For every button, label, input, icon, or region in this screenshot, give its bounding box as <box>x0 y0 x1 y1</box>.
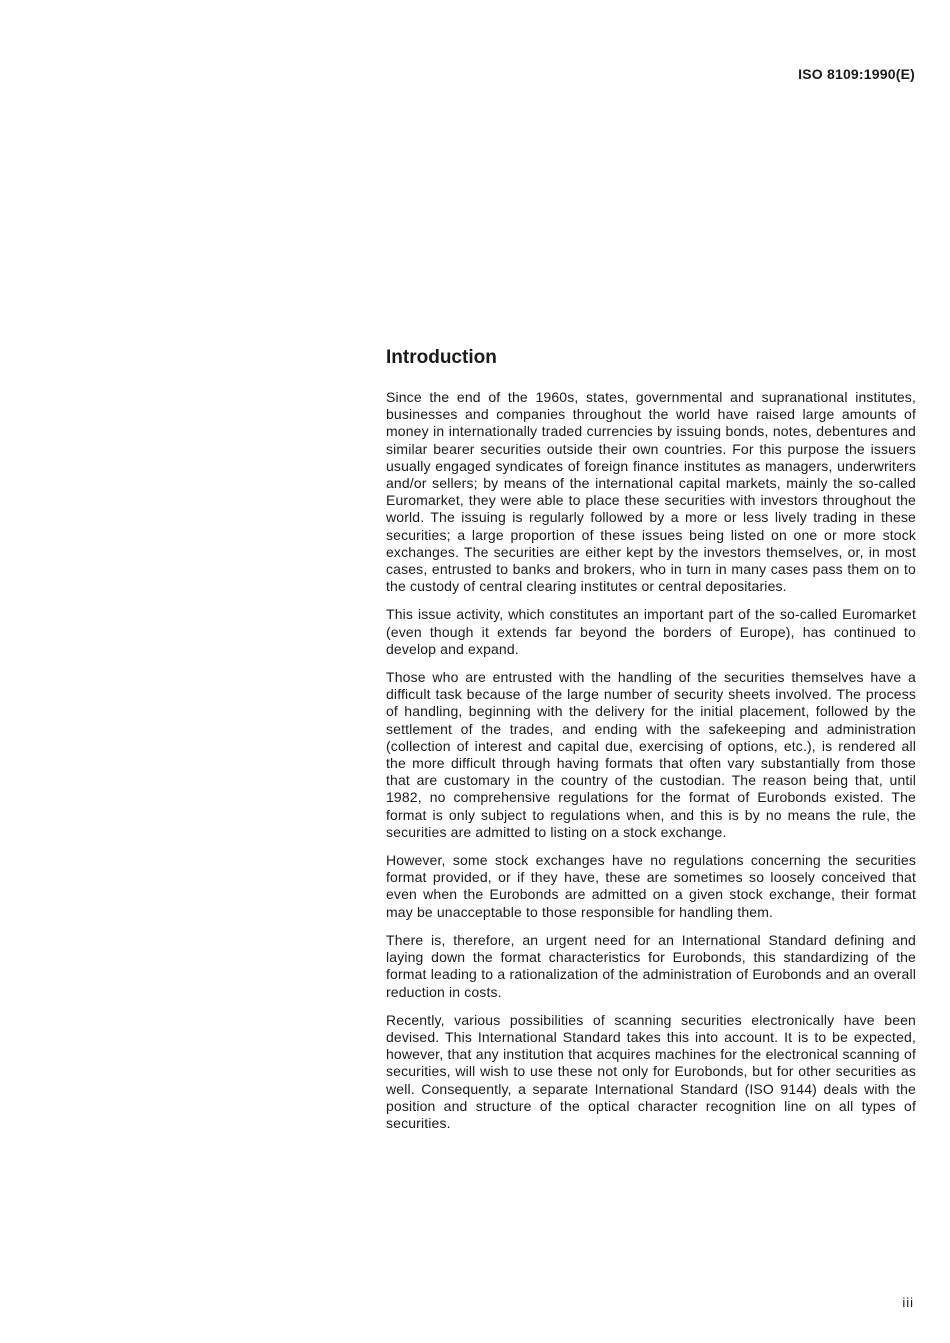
paragraph: Since the end of the 1960s, states, governmental and supranational institutes, businesses and companies throughout the world have raised large amounts of money in internationally traded currencies by issuing bonds, notes, debentures and similar bearer securities outside their own countries. For this purpose the issuers usually engaged syndicates of foreign finance institutes as managers, underwriters and/or sellers; by means of the international capital markets, mainly the so-called Euromarket, they were able to place these securities with investors throughout the world. The issuing is regularly followed by a more or less lively trading in these securities; a large proportion of these issues being listed on one or more stock exchanges. The securities are either kept by the investors themselves, or, in most cases, entrusted to banks and brokers, who in turn in many cases pass them on to the custody of central clearing institutes or central depositaries. <box>386 389 916 595</box>
introduction-body <box>386 389 916 1143</box>
paragraph: This issue activity, which constitutes an important part of the so-called Euromarket (even though it extends far beyond the borders of Europe), has continued to develop and expand. <box>386 606 916 657</box>
paragraph: However, some stock exchanges have no regulations concerning the securities format provided, or if they have, these are sometimes so loosely conceived that even when the Eurobonds are admitted on a given stock exchange, their format may be unacceptable to those responsible for handling them. <box>386 852 916 920</box>
paragraph: There is, therefore, an urgent need for an International Standard defining and laying down the format characteristics for Eurobonds, this standardizing of the format leading to a rationalization of the administration of Eurobonds and an overall reduction in costs. <box>386 931 916 1000</box>
document-id: ISO 8109:1990(E) <box>798 66 915 82</box>
paragraph: Those who are entrusted with the handling of the securities themselves have a difficult task because of the large number of security sheets involved. The process of handling, beginning with the delivery for the initial placement, followed by the settlement of the trades, and ending with the safekeeping and administration (collection of interest and capital due, exercising of options, etc.), is rendered all the more difficult through having formats that often vary substantially from those that are customary in the country of the custodian. The reason being that, until 1982, no comprehensive regulations for the format of Eurobonds existed. The format is only subject to regulations when, and this is by no means the rule, the securities are admitted to listing on a stock exchange. <box>386 669 916 840</box>
page-number: iii <box>902 1295 914 1310</box>
section-title: Introduction <box>386 347 497 368</box>
paragraph: Recently, various possibilities of scanning securities electronically have been devised. This International Standard takes this into account. It is to be expected, however, that any institution that acquires machines for the electronical scanning of securities, will wish to use these not only for Eurobonds, but for other securities as well. Consequently, a separate International Standard (ISO 9144) deals with the position and structure of the optical character recognition line on all types of securities. <box>386 1011 916 1131</box>
